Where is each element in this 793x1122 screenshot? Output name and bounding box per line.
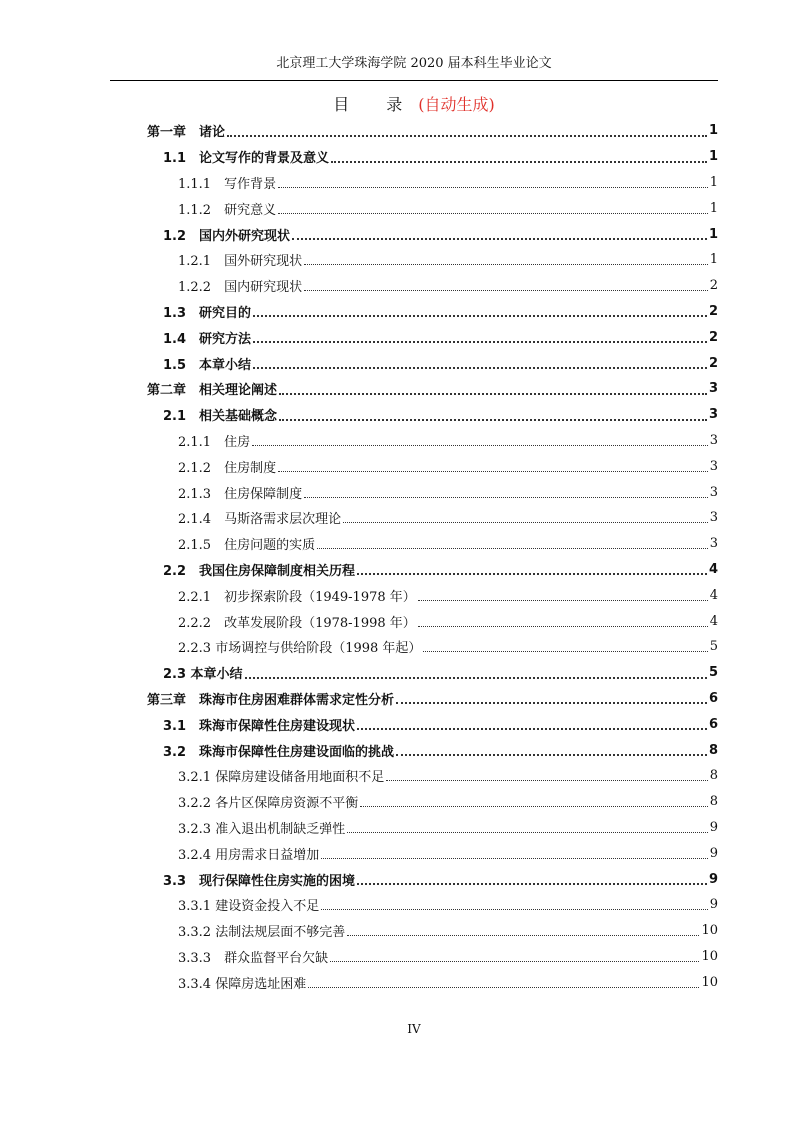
toc-entry[interactable] [178,170,718,196]
toc-entry[interactable] [178,634,718,660]
toc-entry[interactable] [163,299,718,325]
toc-entry-page: 9 [709,845,718,861]
toc-entry-page: 4 [709,613,718,629]
toc-dot-leader [292,224,707,240]
toc-entry[interactable] [178,969,718,995]
toc-entry[interactable] [178,918,718,944]
toc-dot-leader [317,534,708,549]
toc-entry-label: 1.4 研究方法 [163,331,252,347]
toc-entry-label: 1.1 论文写作的背景及意义 [163,151,330,167]
toc-dot-leader [253,353,707,369]
toc-entry[interactable] [178,763,718,789]
toc-entry-page: 10 [701,948,718,964]
toc-entry[interactable] [178,815,718,841]
toc-entry-page: 3 [708,407,718,423]
toc-entry-label: 3.2.2 各片区保障房资源不平衡 [178,796,359,812]
toc-entry[interactable] [178,789,718,815]
toc-entry-page: 5 [709,639,718,655]
toc-entry-page: 5 [708,665,718,681]
toc-dot-leader [347,818,708,833]
toc-dot-leader [279,405,707,421]
toc-entry[interactable] [163,711,718,737]
toc-entry-page: 1 [709,174,718,190]
toc-entry[interactable] [178,840,718,866]
toc-entry-label: 2.2.1 初步探索阶段（1949-1978 年） [178,589,416,605]
toc-entry-label: 2.2.2 改革发展阶段（1978-1998 年） [178,615,416,631]
toc-entry-page: 3 [709,458,718,474]
toc-dot-leader [330,947,699,962]
toc-entry-page: 3 [709,484,718,500]
toc-entry-label: 3.2.1 保障房建设储备用地面积不足 [178,770,385,786]
toc-entry-page: 10 [701,974,718,990]
toc-entry[interactable] [178,479,718,505]
toc-entry-label: 2.1.2 住房制度 [178,460,277,476]
toc-entry[interactable] [178,195,718,221]
toc-entry[interactable] [178,582,718,608]
toc-entry-label: 3.3.2 法制法规层面不够完善 [178,925,346,941]
toc-entry-label: 3.2.3 准入退出机制缺乏弹性 [178,821,346,837]
toc-entry[interactable] [163,324,718,350]
toc-entry[interactable] [163,866,718,892]
toc-title-note: (自动生成) [418,95,495,114]
toc-dot-leader [304,483,708,498]
toc-entry-label: 3.3 现行保障性住房实施的困境 [163,873,356,889]
toc-entry-page: 9 [709,819,718,835]
toc-entry-label: 2.2 我国住房保障制度相关历程 [163,563,356,579]
toc-entry[interactable] [178,247,718,273]
toc-entry-label: 2.1.1 住房 [178,434,251,450]
toc-dot-leader [278,457,708,472]
page-header: 北京理工大学珠海学院 2020 届本科生毕业论文 [276,56,552,71]
toc-entry-label: 2.3 本章小结 [163,667,243,683]
toc-entry-label: 3.2.4 用房需求日益增加 [178,847,320,863]
toc-entry-page: 4 [709,587,718,603]
toc-entry[interactable] [147,118,718,144]
toc-entry-page: 1 [708,226,718,242]
toc-dot-leader [331,147,707,163]
toc-dot-leader [418,586,708,601]
toc-entry-page: 3 [709,510,718,526]
table-of-contents [0,118,793,995]
toc-entry-page: 1 [708,149,718,165]
toc-dot-leader [321,844,708,859]
toc-dot-leader [304,250,708,265]
toc-entry-label: 1.1.2 研究意义 [178,202,277,218]
toc-dot-leader [308,973,699,988]
toc-entry-label: 3.2 珠海市保障性住房建设面临的挑战 [163,744,395,760]
toc-dot-leader [396,688,707,704]
toc-dot-leader [253,301,707,317]
toc-dot-leader [279,379,707,395]
toc-dot-leader [227,121,707,137]
toc-dot-leader [245,663,707,679]
toc-entry-label: 3.1 珠海市保障性住房建设现状 [163,718,356,734]
toc-entry[interactable] [178,531,718,557]
toc-entry-label: 1.2.1 国外研究现状 [178,254,303,270]
toc-entry[interactable] [178,273,718,299]
toc-dot-leader [304,276,708,291]
toc-entry-label: 3.3.1 建设资金投入不足 [178,899,320,915]
toc-dot-leader [386,766,708,781]
toc-dot-leader [360,792,708,807]
toc-dot-leader [357,869,707,885]
toc-entry-page: 3 [709,432,718,448]
toc-entry-page: 1 [709,252,718,268]
toc-dot-leader [418,612,708,627]
page-number: IV [407,1022,421,1036]
toc-entry[interactable] [147,686,718,712]
toc-entry-page: 2 [709,278,718,294]
toc-entry-page: 6 [708,690,718,706]
toc-dot-leader [423,637,707,652]
toc-entry-page: 8 [709,768,718,784]
toc-entry-label: 第二章 相关理论阐述 [147,383,278,399]
toc-entry-label: 第三章 珠海市住房困难群体需求定性分析 [147,692,395,708]
toc-dot-leader [396,740,707,756]
toc-entry[interactable] [178,428,718,454]
toc-entry-label: 3.3.3 群众监督平台欠缺 [178,950,329,966]
toc-entry-label: 2.1.5 住房问题的实质 [178,538,316,554]
toc-entry-page: 9 [708,871,718,887]
toc-entry-page: 10 [701,923,718,939]
toc-entry-page: 4 [708,561,718,577]
toc-entry-label: 3.3.4 保障房选址困难 [178,976,307,992]
toc-entry-page: 3 [708,381,718,397]
toc-entry-page: 6 [708,716,718,732]
toc-entry-label: 2.2.3 市场调控与供给阶段（1998 年起） [178,641,422,657]
toc-entry-label: 1.2 国内外研究现状 [163,228,291,244]
toc-title [110,94,718,116]
toc-entry-label: 2.1.3 住房保障制度 [178,486,303,502]
toc-entry-label: 1.1.1 写作背景 [178,176,277,192]
toc-entry-page: 3 [709,536,718,552]
toc-entry[interactable] [163,402,718,428]
toc-dot-leader [357,559,707,575]
header-rule [110,80,718,81]
toc-dot-leader [278,199,708,214]
toc-entry[interactable] [178,453,718,479]
toc-entry-label: 2.1.4 马斯洛需求层次理论 [178,512,342,528]
toc-entry[interactable] [163,557,718,583]
toc-dot-leader [252,431,708,446]
toc-entry[interactable] [163,660,718,686]
toc-entry[interactable] [178,944,718,970]
toc-entry[interactable] [163,144,718,170]
toc-entry-page: 9 [709,897,718,913]
toc-entry-page: 2 [708,303,718,319]
toc-entry[interactable] [178,505,718,531]
toc-entry[interactable] [163,350,718,376]
toc-entry-label: 2.1 相关基础概念 [163,409,278,425]
toc-entry[interactable] [163,737,718,763]
toc-entry-page: 8 [709,794,718,810]
toc-dot-leader [278,173,708,188]
toc-entry[interactable] [163,221,718,247]
toc-entry[interactable] [147,376,718,402]
toc-entry-page: 8 [708,742,718,758]
toc-entry-page: 1 [708,123,718,139]
toc-dot-leader [347,921,699,936]
toc-entry-page: 2 [708,329,718,345]
toc-entry-page: 2 [708,355,718,371]
toc-dot-leader [253,327,707,343]
toc-entry-label: 1.3 研究目的 [163,305,252,321]
toc-entry-label: 1.5 本章小结 [163,357,252,373]
toc-dot-leader [343,508,708,523]
toc-title-main: 目 录 [333,95,419,114]
toc-entry-label: 第一章 诸论 [147,125,226,141]
toc-dot-leader [357,714,707,730]
toc-entry[interactable] [178,892,718,918]
toc-entry-page: 1 [709,200,718,216]
toc-entry[interactable] [178,608,718,634]
toc-entry-label: 1.2.2 国内研究现状 [178,280,303,296]
toc-dot-leader [321,895,708,910]
